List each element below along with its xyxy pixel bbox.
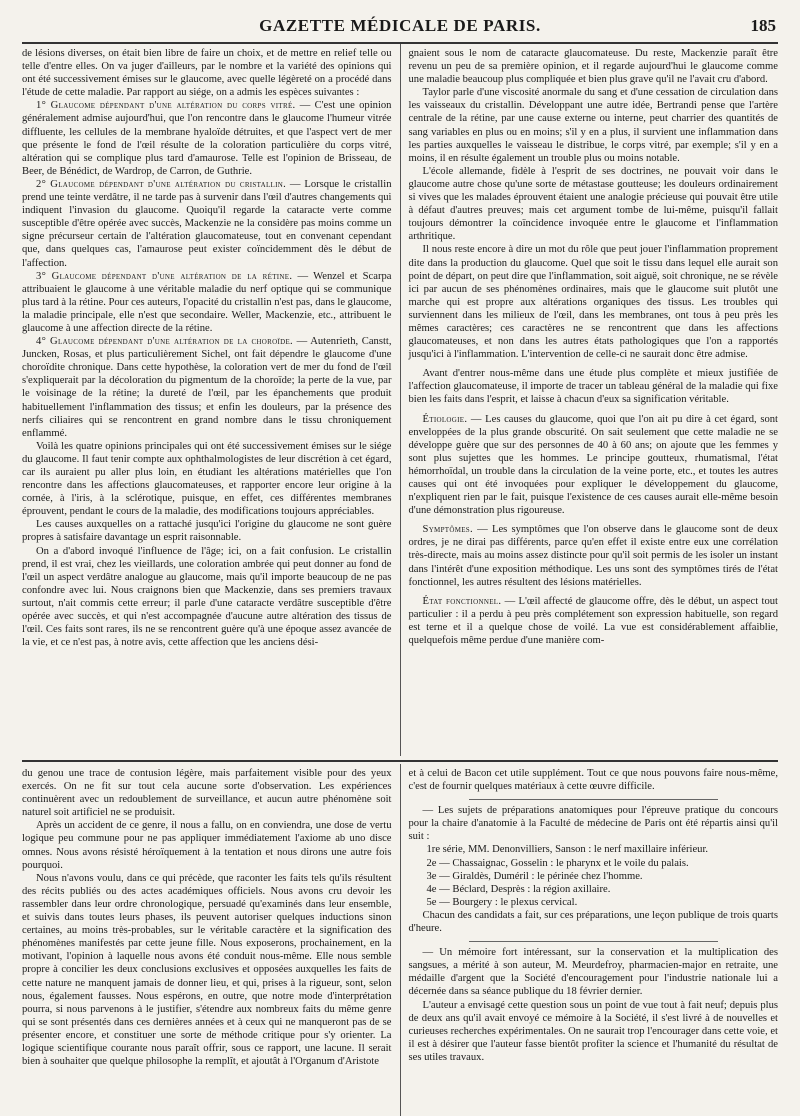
masthead-title: GAZETTE MÉDICALE DE PARIS. [259, 16, 541, 35]
section-heading: 4° Glaucome dépendant d'une altération de la choroïde. [36, 336, 293, 348]
series-item: 1re série, MM. Denonvilliers, Sanson : le nerf maxillaire inférieur. [426, 844, 709, 856]
paragraph [409, 165, 779, 244]
series-item: 4e — Béclard, Desprès : la région axillaire. [426, 883, 611, 895]
lower-left-column [18, 764, 401, 1116]
paragraph [22, 872, 392, 1068]
paragraph [22, 767, 392, 819]
paragraph-text: — Wenzel et Scarpa attribuaient le glaucome à une véritable maladie du nerf optique qui se communique plus tard à la rétine. Pour ces auteurs, l'opacité du cristallin n'est pas, dans le glaucome, la maladie principale, elle n'est que secondaire. Weller, Mackenzie, etc., attribuent le glaucome à une affection directe de la rétine. [22, 270, 392, 334]
paragraph [22, 440, 392, 519]
page-header [18, 6, 782, 42]
paragraph [22, 819, 392, 871]
paragraph-text: — Les causes du glaucome, quoi que l'on ait pu dire à cet égard, sont enveloppées de la plus grande obscurité. On sait seulement que cette maladie ne se développe guère que sur des personnes de 40 à 60 ans; on ajoute que les femmes y sont plus sujettes que les hommes. Le principe goutteux, rhumatismal, l'état hémorrhoïdal, un trouble dans la circulation de la veine porte, etc., et toutes les autres causes qui ont été invoquées pour expliquer le développement du glaucome, n'expliquent rien par le fait, puisque l'existence de ces causes aurait elle-même besoin d'une démonstration plus rigoureuse. [408, 413, 778, 517]
paragraph-text: — L'œil affecté de glaucome offre, dès le début, un aspect tout particulier : il a perdu à peu près complétement son expression habituelle, son regard est terne et il a quelque chose de voilé. La vue est considérablement affaiblie, quelquefois même perdue d'une manière com- [408, 595, 778, 647]
upper-columns [18, 44, 782, 756]
paragraph [409, 523, 779, 588]
paragraph-text: gnaient sous le nom de cataracte glaucomateuse. Du reste, Mackenzie paraît être revenu un peu de sa première opinion, et il regarde aujourd'hui le glaucome comme une maladie beaucoup plus compliquée et bien plus grave qu'il ne l'avait cru d'abord. [408, 48, 778, 86]
paragraph-text: Il nous reste encore à dire un mot du rôle que peut jouer l'inflammation proprement dite dans la production du glaucome. Quel que soit le tissu dans lequel elle aurait son point de départ, on peut dire que l'inflammation, soit aiguë, soit chronique, ne se révèle ici par aucun de ses phénomènes ordinaires, mais que le glaucome suit plutôt une marche qui est propre aux altérations organiques des tissus. Les troubles qui surviennent dans les milieux de l'œil, dans les membranes, ont tous à peu près les mêmes caractères; ces caractères ne se rencontrent que dans les affections glaucomateuses, et non dans les autres états pathologiques que l'on a rapportés jusqu'ici à l'inflammation. L'intervention de celle-ci ne saurait donc être admise. [408, 244, 778, 361]
paragraph-text: — C'est une opinion généralement admise aujourd'hui, que l'on rencontre dans le glaucome l'humeur vitrée diffluente, les cellules de la membrane hyaloïde détruites, et que l'aspect vert de mer que présente le fond de l'œil résulte de la coloration particulière du corps vitré, altération qui se complique plus tard d'amaurose. Telle est l'opinion de Brisseau, de Beer, de Bénédict, de Wardrop, de Carron, de Guthrie. [22, 100, 392, 177]
paragraph-text: — Autenrieth, Canstt, Juncken, Rosas, et plus particulièrement Sichel, ont fait dépendre le glaucome d'une choroïdite chronique. Dans cette hypothèse, la coloration vert de mer du fond de l'œil s'expliquerait par la décoloration du pigmentum de la choroïde; la perte de la vue, par le voisinage de la rétine; la dureté de l'œil, par les épanchements que produit habituellement l'inflammation des tissus; et enfin les douleurs, par la présence des nerfs ciliaires qui se rencontrent en grand nombre dans le tissu chroniquement enflammé. [22, 336, 392, 439]
paragraph-text: L'école allemande, fidèle à l'esprit de ses doctrines, ne pouvait voir dans le glaucome autre chose qu'une sorte de métastase goutteuse; les douleurs ordinairement si vives que les malades éprouvent étaient une analogie précieuse qui pouvait être utile à défaut d'autres preuves; mais cet argument tombe de lui-même, puisqu'il fallait toujours démontrer la coïncidence invoquée entre le glaucome et l'inflammation arthritique. [408, 165, 778, 243]
section-heading: État fonctionnel. [422, 595, 502, 607]
concours-paragraph: — Les sujets de préparations anatomiques pour l'épreuve pratique du concours pour la chaire d'anatomie à la Faculté de médecine de Paris ont été répartis ainsi qu'il suit : [408, 805, 778, 843]
paragraph [22, 335, 392, 440]
paragraph-text: Voilà les quatre opinions principales qui ont été successivement émises sur le siége du glaucome. Il faut tenir compte aux ophthalmologistes de leur discrétion à cet égard, car ils auraient pu aller plus loin, en étudiant les altérations matérielles que l'on rencontre dans les affections glaucomateuses, et rapporter encore leur origine à la cornée, à l'iris, à la sclérotique, puisque, en effet, ces différentes membranes éprouvent, pendant le cours de la maladie, des modifications toujours appréciables. [22, 440, 392, 518]
paragraph-text: Les causes auxquelles on a rattaché jusqu'ici l'origine du glaucome ne sont guère propres à satisfaire davantage un esprit raisonnable. [22, 519, 392, 544]
lower-right-column [401, 764, 783, 1116]
paragraph [22, 545, 392, 650]
paragraph [22, 270, 392, 335]
series-item: 3e — Giraldès, Duméril : le périnée chez l'homme. [426, 870, 643, 882]
paragraph [22, 99, 392, 178]
section-heading: 1° Glaucome dépendant d'une altération du corps vitré. [36, 100, 296, 112]
intro-paragraph: et à celui de Bacon cet utile supplément. Tout ce que nous pouvons faire nous-même, c'est de fournir quelques matériaux à cette œuvre difficile. [408, 768, 778, 793]
paragraph-text: On a d'abord invoqué l'influence de l'âge; ici, on a fait confusion. Le cristallin prend, il est vrai, chez les vieillards, une coloration ambrée qui peut donner au fond de l'œil un aspect verdâtre analogue au glaucome, mais qu'il importe beaucoup de ne pas confondre avec lui. Nous craignons bien que Mackenzie, dans ses premiers travaux surtout, n'ait commis cette erreur; il parle d'une cataracte verdâtre susceptible d'être opérée avec succès, et qui n'est accompagnée d'aucune autre altération des tissus de l'œil. Ces faits sont rares, ils ne se rencontrent guère qu'à une époque assez avancée de la vie, et ce n'est pas, à notre avis, cette affection que les anciens dési- [22, 545, 392, 649]
paragraph-text: du genou une trace de contusion légère, mais parfaitement visible pour des yeux exercés. On ne fit sur tout cela aucune sorte d'observation. Les expériences continuèrent avec un redoublement de surveillance, et aucun autre phénomène soit naturel soit artificiel ne se produisit. [22, 768, 392, 819]
paragraph-text: — Les symptômes que l'on observe dans le glaucome sont de deux ordres, je ne dirai pas différents, parce qu'en effet il existe entre eux une corrélation très-directe, mais au moins assez distincte pour qu'il soit permis de les isoler un instant dans l'intérêt d'une exposition méthodique. Les uns sont des symptômes tirés de l'état fonctionnel, les autres résultent des lésions matérielles. [408, 524, 778, 588]
note-divider [469, 799, 719, 800]
page-number: 185 [750, 16, 776, 35]
memoire-paragraph: — Un mémoire fort intéressant, sur la conservation et la multiplication des sangsues, a mérité à son auteur, M. Meurdefroy, pharmacien-major en retraite, une médaille d'argent que la Société d'encouragement pour l'industrie nationale lui a décernée dans sa séance publique du 18 février dernier. [408, 947, 778, 998]
lower-columns [18, 764, 782, 1116]
upper-right-column [401, 44, 783, 756]
note-divider [469, 941, 719, 942]
paragraph [409, 367, 779, 406]
paragraph [22, 178, 392, 270]
paragraph-text: Après un accident de ce genre, il nous a fallu, on en conviendra, une dose de vertu logique peu commune pour ne pas appliquer immédiatement l'axiome ab uno disce omnes. Nous avons résisté héroïquement à la tentation et nous dirons une autre fois pourquoi. [22, 820, 392, 871]
paragraph-text: Taylor parle d'une viscosité anormale du sang et d'une cessation de circulation dans les vaisseaux du cristallin. Développant une autre idée, Bertrandi pense que l'artère centrale de la rétine, par une cause externe ou interne, peut charrier des quantités de sang variables en plus ou en moins; s'il y en a plus, il survient une inflammation dans les parties auxquelles le vaisseau le distribue, le corps vitré, par exemple; s'il y en a moins, il en résulte également un trouble plus ou moins notable. [408, 87, 778, 164]
paragraph-text: de lésions diverses, on était bien libre de faire un choix, et de mettre en relief telle ou telle d'entre elles. On va juger d'ailleurs, par le nombre et la variété des opinions qui ont été successivement émises sur le glaucome, avec quelle légèreté on a procédé dans l'étude de cette maladie. Par rapport au siége, on a admis les espèces suivantes : [22, 48, 392, 99]
section-heading: Étiologie. [422, 413, 468, 425]
paragraph [409, 243, 779, 361]
auteur-paragraph: L'auteur a envisagé cette question sous un point de vue tout à fait neuf; depuis plus de deux ans qu'il avait envoyé ce mémoire à la Société, il s'est livré à de nouvelles et curieuses recherches expérimentales. On ne saurait trop l'encourager dans cette voie, et il est à désirer que l'auteur fasse bientôt profiter la science et l'humanité du résultat de ses utiles travaux. [408, 999, 778, 1063]
upper-left-column [18, 44, 401, 756]
paragraph-text: — Lorsque le cristallin prend une teinte verdâtre, il ne tarde pas à survenir dans l'œil d'autres changements qui indiquent l'invasion du glaucome. Quoiqu'il regarde la cataracte verte comme susceptible d'être opérée avec succès, Mackenzie ne la considère pas moins comme un signe précurseur certain de l'altération glaucomateuse, tout en convenant cependant que, dans quelques cas, l'amaurose peut exister coïncidemment dès le début de l'affection. [22, 178, 392, 269]
paragraph [409, 595, 779, 647]
candidats-paragraph: Chacun des candidats a fait, sur ces préparations, une leçon publique de trois quarts d'heure. [408, 909, 778, 935]
series-item: 5e — Bourgery : le plexus cervical. [426, 896, 578, 908]
paragraph [22, 47, 392, 99]
series-list [409, 843, 779, 908]
paragraph [409, 413, 779, 518]
feuilleton-separator [22, 760, 778, 762]
series-item: 2e — Chassaignac, Gosselin : le pharynx et le voile du palais. [426, 857, 689, 869]
section-heading: 2° Glaucome dépendant d'une altération du cristallin. [36, 178, 287, 190]
section-heading: 3° Glaucome dépendant d'une altération de la rétine. [36, 270, 293, 282]
paragraph [22, 518, 392, 544]
paragraph [409, 86, 779, 165]
paragraph-text: Nous n'avons voulu, dans ce qui précède, que raconter les faits tels qu'ils résultent des récits publiés ou des actes académiques officiels. Nous avons cru devoir les rassembler dans leur ordre chronologique, persuadé qu'examinés dans leur ensemble, et suivis dans toutes leurs phases, ils peuvent autoriser quelques inductions sinon certaines, au moins très-probables, sur le véritable caractère et la signification des phénomènes manifestés par cette jeune fille. Nous exposerons, prochainement, en la motivant, l'opinion à laquelle nous avons été conduit nous-même. Elle nous semble propre à concilier les deux conclusions exclusives et opposées auxquelles les faits de cette nature ne manquent jamais de donner lieu, et qui, prises à la rigueur, sont, selon nous, également fausses. Nous espérons, en outre, que notre mode d'interprétation pourra, si nous parvenons à le justifier, s'étendre aux nombreux faits du même genre qui se sont présentés dans ces dernières années et à ceux qui ne manqueront pas de se présenter encore, et constituer une sorte de méthode critique pour s'y orienter. La logique scientifique courante nous paraît offrir, sous ce rapport, une lacune. Il serait bien à souhaiter que quelque philosophe la remplît, et ajoutât à l'Organum d'Aristote [22, 872, 392, 1068]
paragraph-text: Avant d'entrer nous-même dans une étude plus complète et mieux justifiée de l'affection glaucomateuse, il importe de tracer un tableau général de la maladie qui fixe bien les faits dans l'esprit, et laisse à chacun d'eux sa signification véritable. [408, 368, 778, 406]
paragraph [409, 47, 779, 86]
section-heading: Symptômes. [422, 524, 473, 536]
